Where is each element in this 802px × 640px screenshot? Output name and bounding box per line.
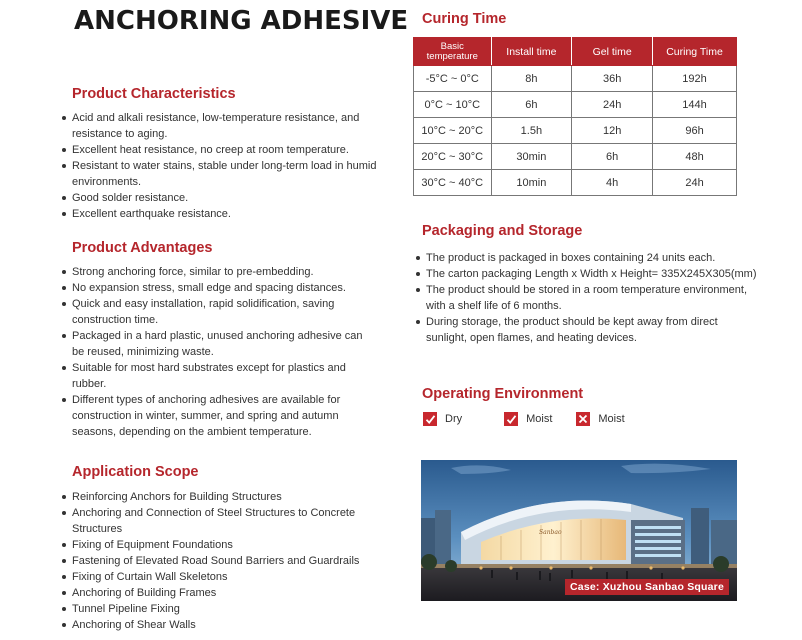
table-row — [414, 170, 737, 196]
environment-option-dry — [423, 412, 462, 426]
list-item: Strong anchoring force, similar to pre-embedding. — [62, 264, 368, 280]
column-header: Install time — [491, 38, 572, 66]
column-header: Gel time — [572, 38, 653, 66]
table-row — [414, 92, 737, 118]
table-cell: 48h — [653, 144, 737, 170]
list-item: Suitable for most hard substrates except for plastics and rubber. — [62, 360, 368, 392]
environment-label: Moist — [598, 413, 625, 425]
list-item: Different types of anchoring adhesives are available for construction in winter, summer, and spring and autumn seasons, depending on the ambient temperature. — [62, 392, 368, 440]
table-cell: 24h — [572, 92, 653, 118]
check-icon — [423, 412, 437, 426]
table-row — [414, 118, 737, 144]
table-cell: 30min — [491, 144, 572, 170]
environment-options — [423, 412, 651, 426]
table-cell: 24h — [653, 170, 737, 196]
table-row — [414, 66, 737, 92]
list-item: Good solder resistance. — [62, 190, 382, 206]
table-cell: 12h — [572, 118, 653, 144]
table-cell: 10min — [491, 170, 572, 196]
list-item: Acid and alkali resistance, low-temperature resistance, and resistance to aging. — [62, 110, 382, 142]
list-item: No expansion stress, small edge and spacing distances. — [62, 280, 368, 296]
list-item: Excellent earthquake resistance. — [62, 206, 382, 222]
list-item: Resistant to water stains, stable under long-term load in humid environments. — [62, 158, 382, 190]
photo-caption: Case: Xuzhou Sanbao Square — [565, 579, 729, 595]
environment-label: Moist — [526, 413, 553, 425]
list-item: Fastening of Elevated Road Sound Barriers and Guardrails — [62, 553, 368, 569]
list-item: Tunnel Pipeline Fixing — [62, 601, 368, 617]
environment-heading: Operating Environment — [422, 386, 584, 402]
characteristics-heading: Product Characteristics — [72, 86, 236, 102]
table-cell: 96h — [653, 118, 737, 144]
page-title: ANCHORING ADHESIVE — [74, 6, 409, 36]
advantages-heading: Product Advantages — [72, 240, 213, 256]
column-header: Curing Time — [653, 38, 737, 66]
curing-heading: Curing Time — [422, 11, 507, 27]
curing-table — [413, 37, 737, 196]
table-cell: 192h — [653, 66, 737, 92]
list-item: The product is packaged in boxes containing 24 units each. — [414, 250, 760, 266]
table-cell: 36h — [572, 66, 653, 92]
list-item: During storage, the product should be kept away from direct sunlight, open flames, and heating devices. — [414, 314, 760, 346]
column-header: Basic temperature — [414, 38, 492, 66]
packaging-list — [414, 250, 760, 346]
list-item: The product should be stored in a room temperature environment, with a shelf life of 6 months. — [414, 282, 760, 314]
packaging-heading: Packaging and Storage — [422, 223, 583, 239]
list-item: Fixing of Curtain Wall Skeletons — [62, 569, 368, 585]
list-item: Anchoring of Building Frames — [62, 585, 368, 601]
list-item: Packaged in a hard plastic, unused anchoring adhesive can be reused, minimizing waste. — [62, 328, 368, 360]
list-item: Anchoring and Connection of Steel Structures to Concrete Structures — [62, 505, 368, 537]
environment-label: Dry — [445, 413, 463, 425]
building-sign: Sanbao — [539, 529, 562, 536]
application-list — [62, 489, 368, 633]
table-cell: 4h — [572, 170, 653, 196]
table-cell: 10°C ~ 20°C — [414, 118, 492, 144]
characteristics-list — [62, 110, 382, 222]
table-cell: 144h — [653, 92, 737, 118]
list-item: The carton packaging Length x Width x Height= 335X245X305(mm) — [414, 266, 760, 282]
list-item: Reinforcing Anchors for Building Structures — [62, 489, 368, 505]
list-item: Fixing of Equipment Foundations — [62, 537, 368, 553]
list-item: Excellent heat resistance, no creep at room temperature. — [62, 142, 382, 158]
environment-option-moist-no — [576, 412, 624, 426]
list-item: Anchoring of Shear Walls — [62, 617, 368, 633]
table-cell: 6h — [572, 144, 653, 170]
cross-icon — [576, 412, 590, 426]
table-cell: 0°C ~ 10°C — [414, 92, 492, 118]
table-cell: 30°C ~ 40°C — [414, 170, 492, 196]
table-cell: 1.5h — [491, 118, 572, 144]
list-item: Quick and easy installation, rapid solidification, saving construction time. — [62, 296, 368, 328]
table-cell: -5°C ~ 0°C — [414, 66, 492, 92]
check-icon — [504, 412, 518, 426]
application-heading: Application Scope — [72, 464, 199, 480]
table-cell: 20°C ~ 30°C — [414, 144, 492, 170]
table-cell: 8h — [491, 66, 572, 92]
table-cell: 6h — [491, 92, 572, 118]
advantages-list — [62, 264, 368, 440]
table-row — [414, 144, 737, 170]
table-header-row — [414, 38, 737, 66]
environment-option-moist-ok — [504, 412, 552, 426]
case-photo — [421, 460, 737, 601]
